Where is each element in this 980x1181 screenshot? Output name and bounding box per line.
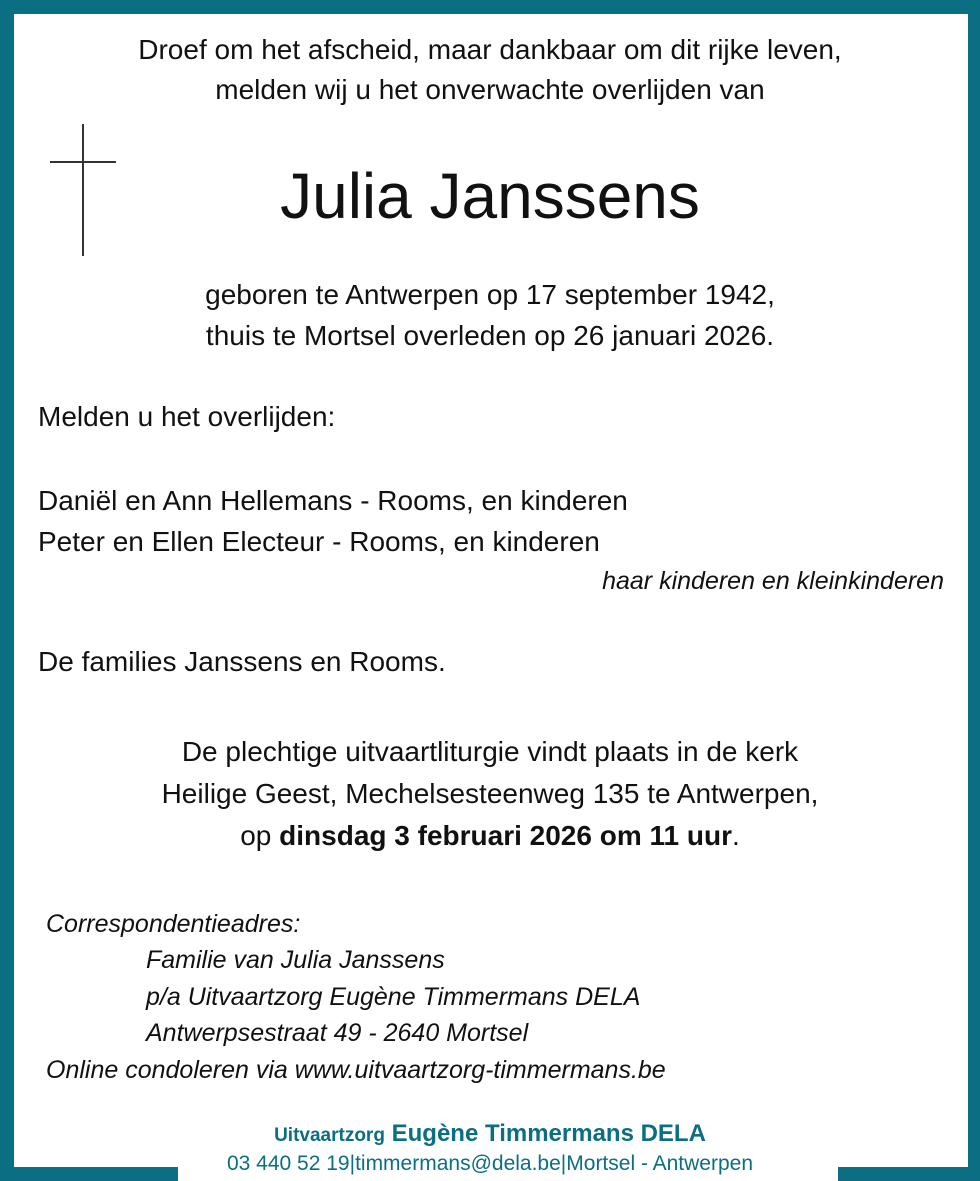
intro-line-1: Droef om het afscheid, maar dankbaar om dit rijke leven, xyxy=(138,34,842,65)
family-caption: haar kinderen en kleinkinderen xyxy=(602,567,944,595)
footer-contact xyxy=(0,1152,980,1176)
ceremony-line-2: Heilige Geest, Mechelsesteenweg 135 te Antwerpen, xyxy=(161,778,819,809)
death-line: thuis te Mortsel overleden op 26 januari 2026. xyxy=(205,320,775,351)
correspondence-line-3: Antwerpsestraat 49 - 2640 Mortsel xyxy=(146,1019,529,1047)
family-line-1: Daniël en Ann Hellemans - Rooms, en kinderen xyxy=(38,485,628,516)
announcers-heading: Melden u het overlijden: xyxy=(38,401,336,432)
correspondence-heading: Correspondentieadres: xyxy=(46,910,301,938)
footer-phone: 03 440 52 19 xyxy=(226,1152,350,1175)
correspondence-line-1: Familie van Julia Janssens xyxy=(146,946,445,974)
correspondence-line-2: p/a Uitvaartzorg Eugène Timmermans DELA xyxy=(146,983,641,1011)
separator: | xyxy=(560,1152,567,1175)
footer-email: timmermans@dela.be xyxy=(355,1152,561,1175)
ceremony-line-1: De plechtige uitvaartliturgie vindt plaats in de kerk xyxy=(181,736,799,767)
family-line-2: Peter en Ellen Electeur - Rooms, en kinderen xyxy=(38,526,600,557)
footer-location: Mortsel - Antwerpen xyxy=(566,1152,754,1175)
families-line: De families Janssens en Rooms. xyxy=(38,646,446,677)
ceremony-date: dinsdag 3 februari 2026 om 11 uur xyxy=(279,820,732,851)
deceased-name: Julia Janssens xyxy=(280,160,700,232)
online-condolence: Online condoleren via www.uitvaartzorg-timmermans.be xyxy=(46,1056,666,1084)
ceremony-suffix: . xyxy=(731,820,740,851)
birth-line: geboren te Antwerpen op 17 september 1942, xyxy=(205,279,775,310)
ceremony-prefix: op xyxy=(240,820,280,851)
ceremony-line-3 xyxy=(0,816,980,856)
intro-line-2: melden wij u het onverwachte overlijden van xyxy=(215,74,765,105)
footer-prefix: Uitvaartzorg xyxy=(274,1125,385,1146)
footer-company-name: Eugène Timmermans DELA xyxy=(391,1120,706,1147)
separator: | xyxy=(349,1152,356,1175)
footer-company xyxy=(0,1120,980,1148)
